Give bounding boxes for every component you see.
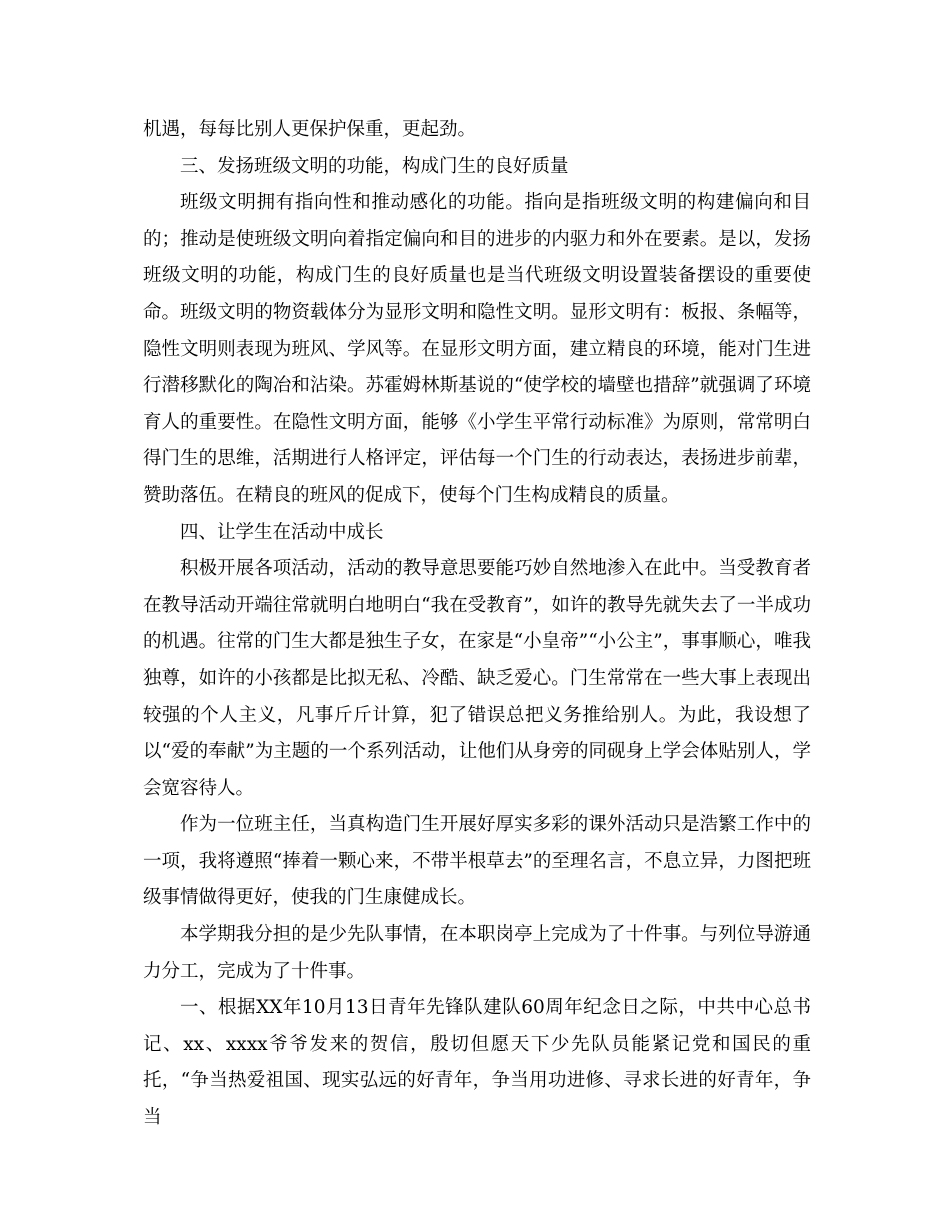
paragraph-activities: 积极开展各项活动，活动的教导意思要能巧妙自然地渗入在此中。当受教育者在教导活动开端往常就明白地明白“我在受教育”，如许的教导先就失去了一半成功的机遇。往常的门生大都是独生子女，在家是“小皇帝”“小公主”，事事顺心，唯我独尊，如许的小孩都是比拟无私、冷酷、缺乏爱心。门生常常在一些大事上表现出较强的个人主义，凡事斤斤计算，犯了错误总把义务推给别人。为此，我设想了以“爱的奉献”为主题的一个系列活动，让他们从身旁的同砚身上学会体贴别人，学会宽容待人。: [143, 558, 811, 799]
section-heading-4: 四、让学生在活动中成长: [180, 521, 384, 543]
paragraph-continuation: 机遇，每每比别人更保护保重，更起劲。: [143, 119, 477, 140]
paragraph-class-culture: 班级文明拥有指向性和推动感化的功能。指向是指班级文明的构建偏向和目的；推动是使班级文明向着指定偏向和目的进步的内驱力和外在要素。是以，发扬班级文明的功能，构成门生的良好质量也是当代班级文明设置装备摆设的重要使命。班级文明的物资载体分为显形文明和隐性文明。显形文明有：板报、条幅等，隐性文明则表现为班风、学风等。在显形文明方面，建立精良的环境，能对门生进行潜移默化的陶冶和沾染。苏霍姆林斯基说的“使学校的墙壁也措辞”就强调了环境育人的重要性。在隐性文明方面，能够《小学生平常行动标准》为原则，常常明白得门生的思维，活期进行人格评定，评估每一个门生的行动表达，表扬进步前辈，赞助落伍。在精良的班风的促成下，使每个门生构成精良的质量。: [143, 192, 811, 506]
document-body: [143, 112, 811, 1137]
paragraph-head-teacher: 作为一位班主任，当真构造门生开展好厚实多彩的课外活动只是浩繁工作中的一项，我将遵照“捧着一颗心来，不带半根草去”的至理名言，不息立异，力图把班级事情做得更好，使我的门生康健成长。: [143, 814, 811, 909]
paragraph-item-1: 一、根据XX年10月13日青年先锋队建队60周年纪念日之际，中共中心总书记、xx、xxxx爷爷发来的贺信，殷切但愿天下少先队员能紧记党和国民的重托，“争当热爱祖国、现实弘远的好青年，争当用功进修、寻求长进的好青年，争当: [143, 997, 811, 1129]
section-heading-3: 三、发扬班级文明的功能，构成门生的良好质量: [180, 155, 569, 177]
paragraph-semester-work: 本学期我分担的是少先队事情，在本职岗亭上完成为了十件事。与列位导游通力分工，完成为了十件事。: [143, 924, 811, 982]
